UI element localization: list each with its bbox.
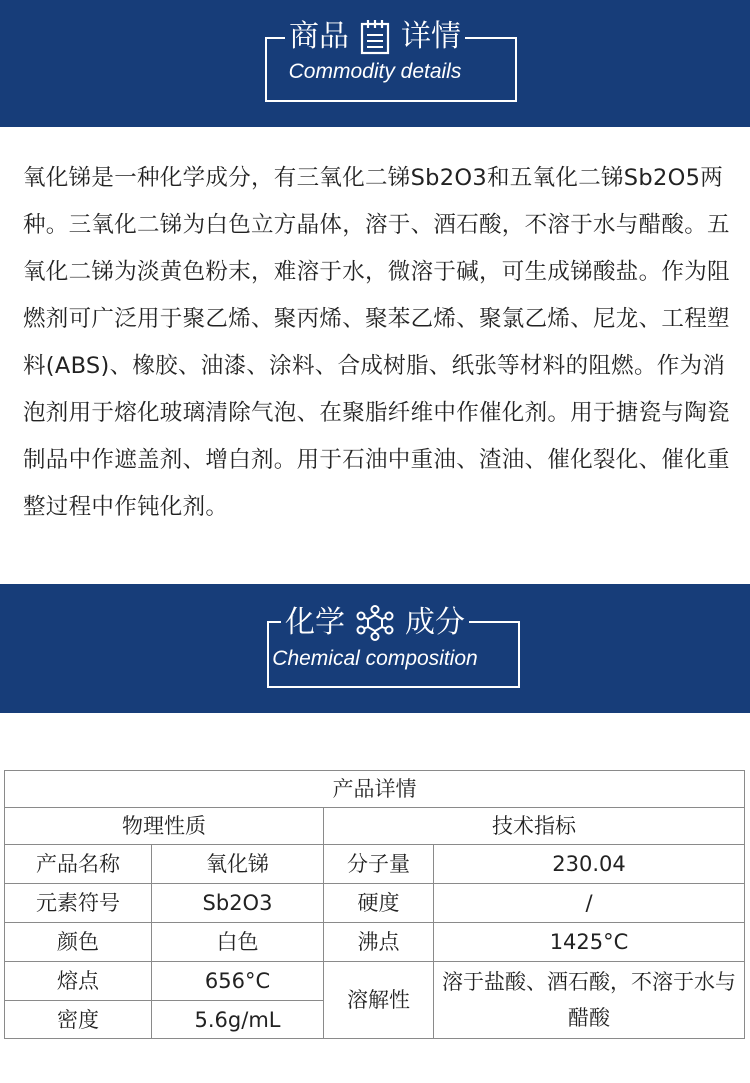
table-row [5,962,745,1001]
section-title-left: 化学 [281,605,349,641]
property-value: 白色 [152,923,324,962]
spec-value: 1425°C [434,923,745,962]
property-label: 产品名称 [5,845,152,884]
table-row [5,884,745,923]
product-description: 氧化锑是一种化学成分，有三氧化二锑Sb2O3和五氧化二锑Sb2O5两种。三氧化二锑为白色立方晶体，溶于、酒石酸，不溶于水与醋酸。五氧化二锑为淡黄色粉末，难溶于水，微溶于碱，可生成锑酸盐。作为阻燃剂可广泛用于聚乙烯、聚丙烯、聚苯乙烯、聚氯乙烯、尼龙、工程塑料(ABS)、橡胶、油漆、涂料、合成树脂、纸张等材料的阻燃。作为消泡剂用于熔化玻璃清除气泡、在聚脂纤维中作催化剂。用于搪瓷与陶瓷制品中作遮盖剂、增白剂。用于石油中重油、渣油、催化裂化、催化重整过程中作钝化剂。 [23,165,730,520]
section-title-right: 成分 [401,605,469,641]
physical-properties-header: 物理性质 [5,808,324,845]
table-row [5,845,745,884]
section-title-left: 商品 [285,19,353,55]
document-icon [353,19,397,55]
property-value: 656°C [152,962,324,1001]
molecule-icon [349,605,401,641]
property-label: 元素符号 [5,884,152,923]
chemical-composition-banner [0,584,750,713]
property-value: 氧化锑 [152,845,324,884]
technical-specs-header: 技术指标 [324,808,745,845]
property-label: 熔点 [5,962,152,1001]
section-title [0,18,750,55]
product-spec-table [4,770,745,1039]
section-title-right: 详情 [397,19,465,55]
spec-value: 230.04 [434,845,745,884]
spec-label: 硬度 [324,884,434,923]
spec-label: 溶解性 [324,962,434,1039]
spec-label: 分子量 [324,845,434,884]
section-subtitle: Commodity details [288,60,462,83]
table-caption: 产品详情 [5,771,745,808]
spec-label: 沸点 [324,923,434,962]
spec-value: 溶于盐酸、酒石酸，不溶于水与醋酸 [434,962,745,1039]
property-label: 颜色 [5,923,152,962]
property-value: Sb2O3 [152,884,324,923]
table-row [5,923,745,962]
table-header-row [5,808,745,845]
section-subtitle: Chemical composition [272,647,478,670]
table-caption-row [5,771,745,808]
section-title [0,604,750,641]
spec-value: / [434,884,745,923]
property-label: 密度 [5,1001,152,1039]
commodity-details-banner [0,0,750,127]
property-value: 5.6g/mL [152,1001,324,1039]
